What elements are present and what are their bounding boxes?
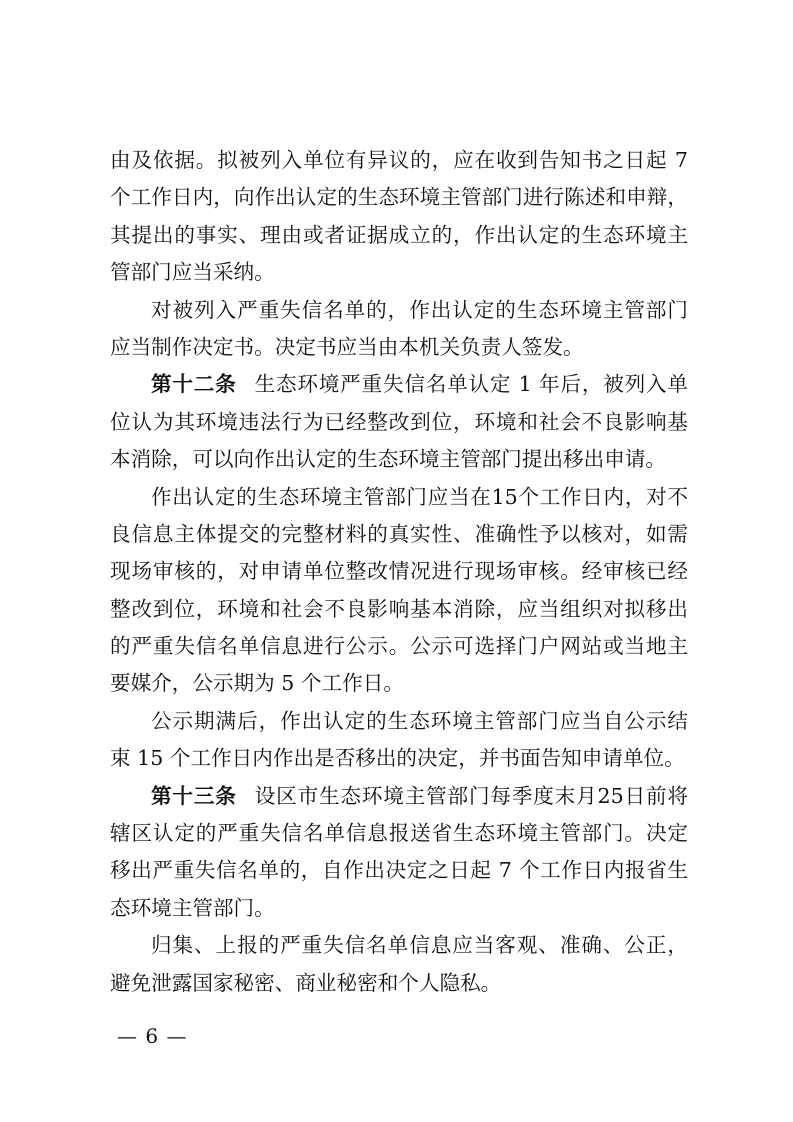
paragraph-article-13 <box>110 778 688 928</box>
text-line: 辖区认定的严重失信名单信息报送省生态环境主管部门。决定 <box>110 821 688 846</box>
paragraph-2 <box>110 292 688 367</box>
text-line: 管部门应当采纳。 <box>110 260 275 285</box>
text-line: 归集、上报的严重失信名单信息应当客观、准确、公正， <box>151 933 688 958</box>
text-line: 的严重失信名单信息进行公示。公示可选择门户网站或当地主 <box>110 634 688 659</box>
text-line: 本消除，可以向作出认定的生态环境主管部门提出移出申请。 <box>110 447 667 472</box>
text-line: 良信息主体提交的完整材料的真实性、准确性予以核对，如需 <box>110 521 688 546</box>
page-number: — 6 — <box>117 1024 188 1048</box>
text-line: 要媒介，公示期为 5 个工作日。 <box>110 671 404 696</box>
text-line <box>110 366 688 403</box>
text-line: 由及依据。拟被列入单位有异议的，应在收到告知书之日起 7 <box>110 148 688 172</box>
text-line: 移出严重失信名单的，自作出决定之日起 7 个工作日内报省生 <box>110 858 688 883</box>
paragraph-7 <box>110 927 688 1002</box>
document-body <box>110 142 688 1002</box>
text-line: 现场审核的，对申请单位整改情况进行现场审核。经审核已经 <box>110 559 688 584</box>
text-line: 整改到位，环境和社会不良影响基本消除，应当组织对拟移出 <box>110 596 688 621</box>
text-line: 作出认定的生态环境主管部门应当在15个工作日内，对不 <box>151 484 688 509</box>
article-heading: 第十三条 <box>151 783 237 808</box>
text-line: 应当制作决定书。决定书应当由本机关负责人签发。 <box>110 334 584 359</box>
text-line: 其提出的事实、理由或者证据成立的，作出认定的生态环境主 <box>110 222 688 247</box>
text-line <box>110 778 688 815</box>
text-line: 态环境主管部门。 <box>110 895 275 920</box>
article-heading: 第十二条 <box>151 372 237 397</box>
text-line: 个工作日内，向作出认定的生态环境主管部门进行陈述和申辩， <box>110 185 688 210</box>
text-segment: 生态环境严重失信名单认定 1 年后，被列入单 <box>254 372 689 397</box>
paragraph-5 <box>110 703 688 778</box>
text-line: 避免泄露国家秘密、商业秘密和个人隐私。 <box>110 970 502 995</box>
text-line: 束 15 个工作日内作出是否移出的决定，并书面告知申请单位。 <box>110 746 685 771</box>
paragraph-4 <box>110 479 688 703</box>
text-line: 位认为其环境违法行为已经整改到位，环境和社会不良影响基 <box>110 409 688 434</box>
text-line: 对被列入严重失信名单的，作出认定的生态环境主管部门 <box>151 297 688 322</box>
paragraph-article-12 <box>110 366 688 478</box>
text-line: 公示期满后，作出认定的生态环境主管部门应当自公示结 <box>151 708 688 733</box>
text-segment: 设区市生态环境主管部门每季度末月25日前将 <box>254 783 689 808</box>
paragraph-1 <box>110 142 688 292</box>
